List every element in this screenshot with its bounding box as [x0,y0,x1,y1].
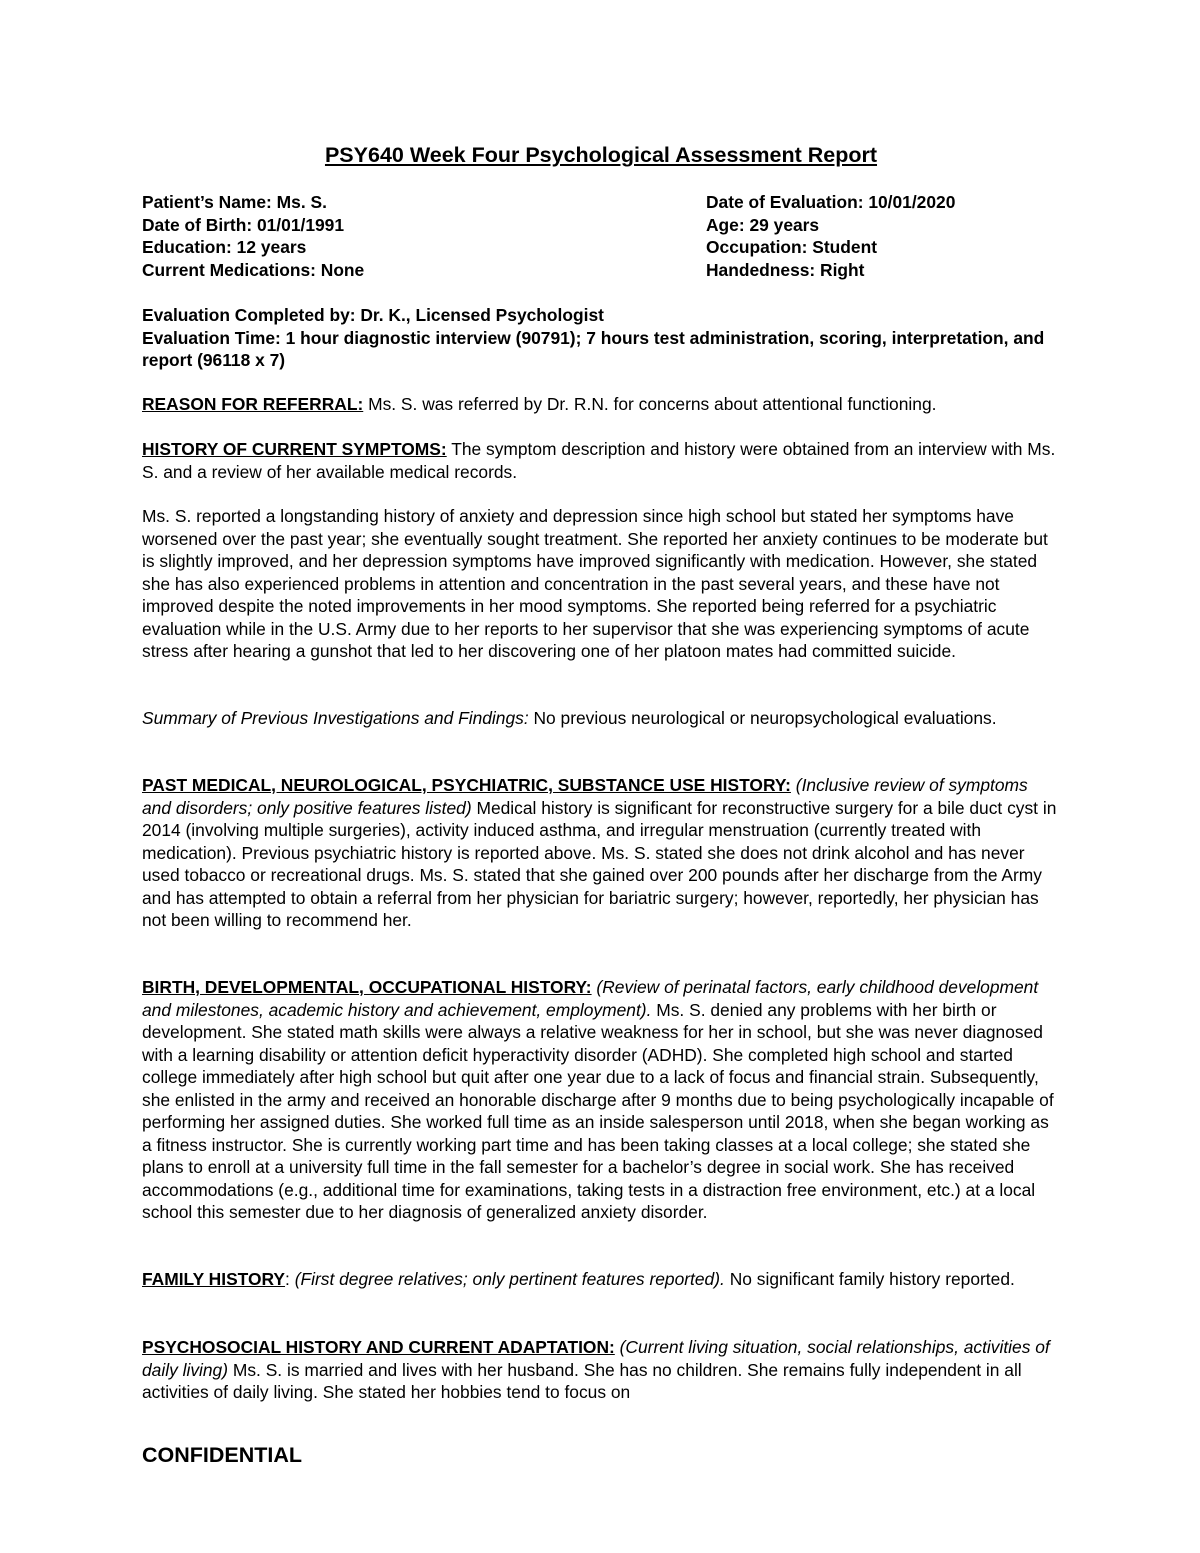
patient-age: Age: 29 years [706,214,820,235]
evaluation-time: Evaluation Time: 1 hour diagnostic interview (90791); 7 hours test administration, scoring, interpretation, and report (96118 x 7) [142,327,1045,370]
evaluation-completed-by: Evaluation Completed by: Dr. K., Licensed Psychologist [142,305,604,325]
family-note: (First degree relatives; only pertinent features reported). [289,1269,725,1289]
medical-text: Medical history is significant for reconstructive surgery for a bile duct cyst in 2014 (involving multiple surgeries), activity induced asthma, and irregular menstruation (currently treated with medication). Previous psychiatric history is reported above. Ms. S. stated she does not drink alcohol and has never used tobacco or recreational drugs. Ms. S. stated that she gained over 200 pounds after her discharge from the Army and has attempted to obtain a referral from her physician for bariatric surgery; however, reportedly, her physician has not been willing to recommend her. [142,797,1057,930]
medical-note: (Inclusive review of symptoms and disorders; only positive features listed) [142,775,1028,818]
patient-handedness: Handedness: Right [706,259,865,280]
patient-education: Education: 12 years [142,237,307,257]
psychosocial-text: Ms. S. is married and lives with her husband. She has no children. She remains fully independent in all activities of daily living. She stated her hobbies tend to focus on [142,1359,1022,1402]
summary-label: Summary of Previous Investigations and Findings: [142,708,529,728]
history-section [142,438,1060,483]
referral-heading: REASON FOR REFERRAL: [142,394,364,414]
birth-heading: BIRTH, DEVELOPMENTAL, OCCUPATIONAL HISTORY: [142,977,592,997]
history-heading: HISTORY OF CURRENT SYMPTOMS: [142,439,447,459]
history-paragraph: Ms. S. reported a longstanding history of anxiety and depression since high school but stated her symptoms have worsened over the past year; she eventually sought treatment. She reported her anxiety continues to be moderate but is slightly improved, and her depression symptoms have improved significantly with medication. However, she stated she has also experienced problems in attention and concentration in the past several years, and these have not improved despite the noted improvements in her mood symptoms. She reported being referred for a psychiatric evaluation while in the U.S. Army due to her reports to her supervisor that she was experiencing symptoms of acute stress after hearing a gunshot that led to her discovering one of her platoon mates had committed suicide. [142,506,1048,661]
patient-name: Patient’s Name: Ms. S. [142,192,327,212]
medical-section [142,774,1060,932]
evaluation-block [142,304,1060,372]
referral-text: Ms. S. was referred by Dr. R.N. for concerns about attentional functioning. [363,394,937,414]
referral-section [142,393,1060,416]
psychosocial-note: (Current living situation, social relationships, activities of daily living) [142,1337,1050,1380]
history-text: The symptom description and history were obtained from an interview with Ms. S. and a review of her available medical records. [142,439,1056,482]
confidential-footer: CONFIDENTIAL [142,1443,303,1467]
family-heading: FAMILY HISTORY [142,1269,286,1289]
date-of-birth: Date of Birth: 01/01/1991 [142,214,345,235]
patient-occupation: Occupation: Student [706,237,878,257]
medical-heading: PAST MEDICAL, NEUROLOGICAL, PSYCHIATRIC, SUBSTANCE USE HISTORY: [142,775,791,795]
summary-text: No previous neurological or neuropsychological evaluations. [528,708,997,728]
psychosocial-section [142,1336,1060,1404]
birth-text: Ms. S. denied any problems with her birth or development. She stated math skills were always a relative weakness for her in school, but she was never diagnosed with a learning disability or attention deficit hyperactivity disorder (ADHD). She completed high school and started college immediately after high school but quit after one year due to a lack of focus and financial strain. Subsequently, she enlisted in the army and received an honorable discharge after 9 months due to being psychologically incapable of performing her assigned duties. She worked full time as an inside salesperson until 2018, when she began working as a fitness instructor. She is currently working part time and has been taking classes at a local college; she stated she plans to enroll at a university full time in the fall semester for a bachelor’s degree in social work. She has received accommodations (e.g., additional time for examinations, taking tests in a distraction free environment, etc.) at a local school this semester due to her diagnosis of generalized anxiety disorder. [142,999,1054,1222]
family-text: No significant family history reported. [724,1269,1015,1289]
summary-paragraph [142,707,1060,730]
birth-note: (Review of perinatal factors, early childhood development and milestones, academic history and achievement, employment). [142,977,1039,1020]
evaluation-date: Date of Evaluation: 10/01/2020 [706,192,956,212]
birth-section [142,976,1060,1224]
family-section [142,1268,1060,1291]
current-medications: Current Medications: None [142,259,365,280]
patient-info-block [142,191,1060,281]
report-title: PSY640 Week Four Psychological Assessment Report [324,143,878,167]
psychosocial-heading: PSYCHOSOCIAL HISTORY AND CURRENT ADAPTATION: [142,1337,615,1357]
family-colon: : [285,1269,290,1289]
